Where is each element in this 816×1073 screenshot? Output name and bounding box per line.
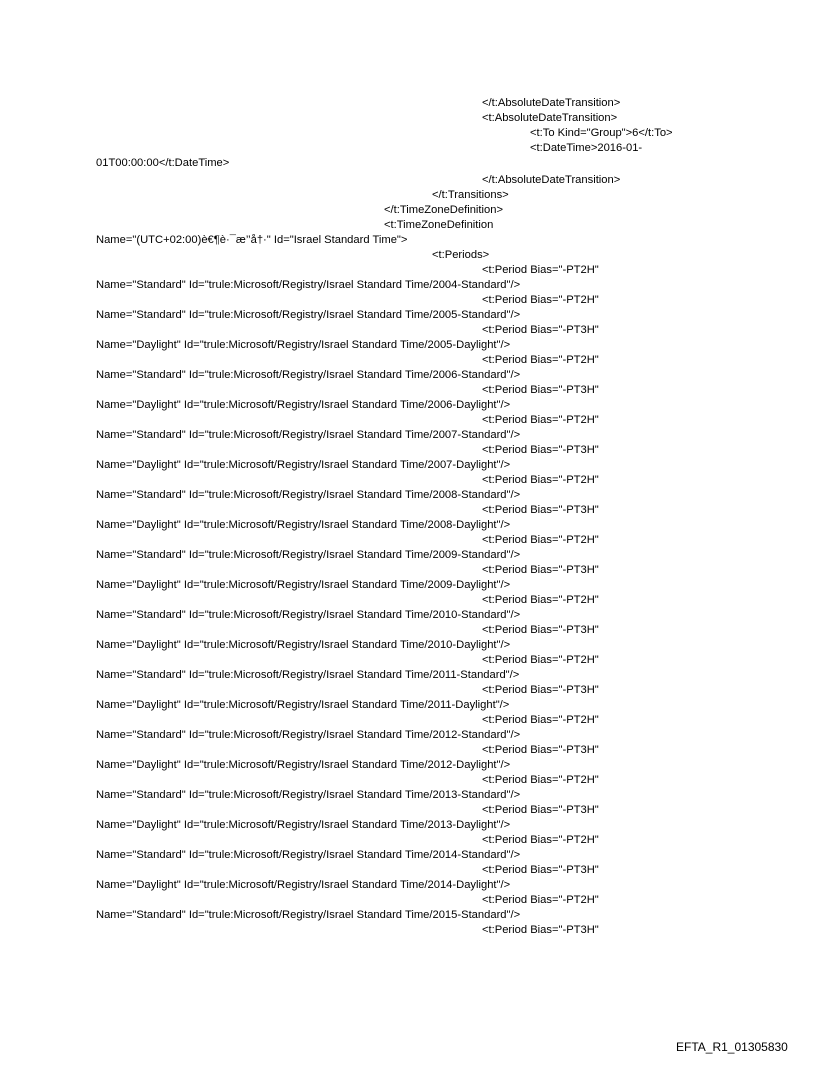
- document-id-footer: EFTA_R1_01305830: [676, 1040, 788, 1054]
- text-line: Name="Daylight" Id="trule:Microsoft/Registry/Israel Standard Time/2006-Daylight"/>: [96, 399, 511, 411]
- text-line: <t:Period Bias="-PT3H": [482, 564, 599, 576]
- text-line: Name="Daylight" Id="trule:Microsoft/Registry/Israel Standard Time/2008-Daylight"/>: [96, 519, 511, 531]
- text-line: Name="Daylight" Id="trule:Microsoft/Registry/Israel Standard Time/2009-Daylight"/>: [96, 579, 511, 591]
- text-line: </t:AbsoluteDateTransition>: [482, 174, 621, 186]
- text-line: Name="Daylight" Id="trule:Microsoft/Registry/Israel Standard Time/2005-Daylight"/>: [96, 339, 511, 351]
- text-line: Name="Standard" Id="trule:Microsoft/Registry/Israel Standard Time/2013-Standard"/>: [96, 789, 521, 801]
- text-line: Name="Standard" Id="trule:Microsoft/Registry/Israel Standard Time/2007-Standard"/>: [96, 429, 521, 441]
- text-line: <t:Period Bias="-PT2H": [482, 294, 599, 306]
- text-line: Name="Daylight" Id="trule:Microsoft/Registry/Israel Standard Time/2007-Daylight"/>: [96, 459, 511, 471]
- text-line: <t:To Kind="Group">6</t:To>: [530, 127, 673, 139]
- text-line: Name="Daylight" Id="trule:Microsoft/Registry/Israel Standard Time/2013-Daylight"/>: [96, 819, 511, 831]
- text-line: 01T00:00:00</t:DateTime>: [96, 157, 230, 169]
- text-line: Name="Daylight" Id="trule:Microsoft/Registry/Israel Standard Time/2012-Daylight"/>: [96, 759, 511, 771]
- text-line: <t:Period Bias="-PT2H": [482, 474, 599, 486]
- text-line: <t:Periods>: [432, 249, 490, 261]
- text-line: Name="Standard" Id="trule:Microsoft/Registry/Israel Standard Time/2004-Standard"/>: [96, 279, 521, 291]
- text-line: <t:Period Bias="-PT2H": [482, 534, 599, 546]
- text-line: <t:Period Bias="-PT2H": [482, 594, 599, 606]
- text-line: <t:Period Bias="-PT2H": [482, 354, 599, 366]
- text-line: <t:TimeZoneDefinition: [384, 219, 494, 231]
- text-line: Name="Standard" Id="trule:Microsoft/Registry/Israel Standard Time/2015-Standard"/>: [96, 909, 521, 921]
- text-line: <t:Period Bias="-PT3H": [482, 444, 599, 456]
- text-line: <t:Period Bias="-PT2H": [482, 414, 599, 426]
- text-line: <t:Period Bias="-PT3H": [482, 324, 599, 336]
- text-line: Name="Standard" Id="trule:Microsoft/Registry/Israel Standard Time/2006-Standard"/>: [96, 369, 521, 381]
- text-line: </t:Transitions>: [432, 189, 509, 201]
- text-line: <t:Period Bias="-PT3H": [482, 384, 599, 396]
- text-line: Name="Standard" Id="trule:Microsoft/Registry/Israel Standard Time/2011-Standard"/>: [96, 669, 520, 681]
- text-line: <t:Period Bias="-PT2H": [482, 714, 599, 726]
- text-line: Name="Standard" Id="trule:Microsoft/Registry/Israel Standard Time/2005-Standard"/>: [96, 309, 521, 321]
- text-line: <t:DateTime>2016-01-: [530, 142, 643, 154]
- text-line: Name="Daylight" Id="trule:Microsoft/Registry/Israel Standard Time/2011-Daylight"/>: [96, 699, 510, 711]
- text-line: Name="Standard" Id="trule:Microsoft/Registry/Israel Standard Time/2012-Standard"/>: [96, 729, 521, 741]
- text-line: <t:Period Bias="-PT2H": [482, 654, 599, 666]
- text-line: <t:Period Bias="-PT3H": [482, 864, 599, 876]
- text-line: Name="Daylight" Id="trule:Microsoft/Registry/Israel Standard Time/2010-Daylight"/>: [96, 639, 511, 651]
- text-line: <t:Period Bias="-PT3H": [482, 924, 599, 936]
- text-line: <t:Period Bias="-PT2H": [482, 264, 599, 276]
- text-line: Name="Daylight" Id="trule:Microsoft/Registry/Israel Standard Time/2014-Daylight"/>: [96, 879, 511, 891]
- text-line: <t:Period Bias="-PT3H": [482, 744, 599, 756]
- text-line: <t:Period Bias="-PT3H": [482, 804, 599, 816]
- text-line: <t:Period Bias="-PT2H": [482, 894, 599, 906]
- text-line: Name="Standard" Id="trule:Microsoft/Registry/Israel Standard Time/2008-Standard"/>: [96, 489, 521, 501]
- text-line: </t:AbsoluteDateTransition>: [482, 97, 621, 109]
- text-line: <t:Period Bias="-PT3H": [482, 684, 599, 696]
- text-line: <t:AbsoluteDateTransition>: [482, 112, 618, 124]
- text-line: <t:Period Bias="-PT3H": [482, 624, 599, 636]
- text-line: <t:Period Bias="-PT2H": [482, 774, 599, 786]
- text-line: </t:TimeZoneDefinition>: [384, 204, 503, 216]
- text-line: <t:Period Bias="-PT3H": [482, 504, 599, 516]
- text-line: Name="Standard" Id="trule:Microsoft/Registry/Israel Standard Time/2014-Standard"/>: [96, 849, 521, 861]
- text-line: Name="(UTC+02:00)è€¶è·¯æ’’å†·" Id="Israel Standard Time">: [96, 234, 408, 246]
- text-line: Name="Standard" Id="trule:Microsoft/Registry/Israel Standard Time/2009-Standard"/>: [96, 549, 521, 561]
- text-line: Name="Standard" Id="trule:Microsoft/Registry/Israel Standard Time/2010-Standard"/>: [96, 609, 521, 621]
- text-line: <t:Period Bias="-PT2H": [482, 834, 599, 846]
